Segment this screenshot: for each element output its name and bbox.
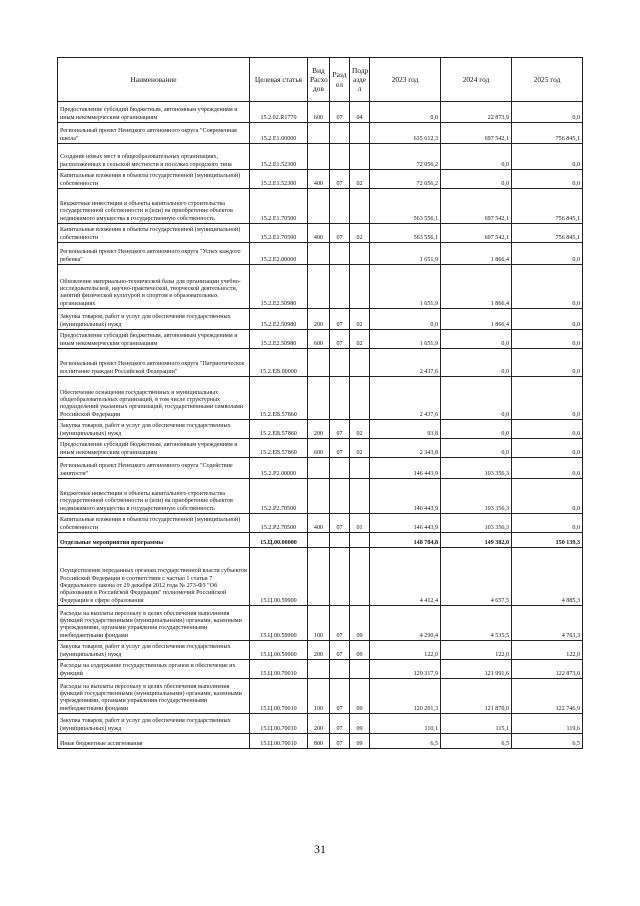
cell-podrazdel: 02 — [350, 224, 370, 243]
cell-vid: 200 — [308, 641, 330, 660]
cell-razdel: 07 — [330, 734, 350, 749]
cell-y2023: 1 651,9 — [370, 330, 441, 349]
cell-vid: 600 — [308, 439, 330, 458]
header-code: Целевая статья — [250, 58, 308, 102]
table-row — [58, 377, 583, 420]
table-row — [58, 349, 583, 377]
cell-razdel — [330, 458, 350, 479]
cell-y2024: 22 873,9 — [441, 102, 512, 123]
budget-table — [57, 57, 583, 749]
cell-y2024: 103 356,3 — [441, 514, 512, 533]
cell-name: Иные бюджетные ассигнования — [58, 734, 250, 749]
cell-code: 15.2.E2.50980 — [250, 309, 308, 330]
cell-vid: 400 — [308, 514, 330, 533]
cell-y2024: 149 382,0 — [441, 533, 512, 548]
cell-name: Капитальные вложения в объекты государственной (муниципальной) собственности — [58, 224, 250, 243]
cell-podrazdel — [350, 349, 370, 377]
table-row — [58, 330, 583, 349]
cell-podrazdel: 02 — [350, 330, 370, 349]
cell-code: 15.2.EB.57860 — [250, 439, 308, 458]
cell-y2025: 0,0 — [512, 439, 583, 458]
table-row — [58, 243, 583, 265]
cell-y2024: 0,0 — [441, 330, 512, 349]
cell-podrazdel: 09 — [350, 641, 370, 660]
cell-podrazdel — [350, 660, 370, 679]
page-number: 31 — [314, 842, 326, 856]
cell-vid: 600 — [308, 330, 330, 349]
cell-razdel: 07 — [330, 679, 350, 714]
cell-y2025: 0,0 — [512, 349, 583, 377]
cell-podrazdel: 09 — [350, 606, 370, 641]
cell-code: 15.Ц.00.59900 — [250, 548, 308, 606]
cell-name: Региональный проект Ненецкого автономного округа "Патриотическое воспитание граждан Российской Федерации" — [58, 349, 250, 377]
cell-y2024: 121 991,6 — [441, 660, 512, 679]
cell-razdel: 07 — [330, 420, 350, 439]
cell-vid — [308, 660, 330, 679]
table-row — [58, 420, 583, 439]
cell-y2023: 146 443,9 — [370, 514, 441, 533]
cell-vid: 600 — [308, 102, 330, 123]
cell-y2023: 93,8 — [370, 420, 441, 439]
cell-vid — [308, 189, 330, 224]
cell-vid: 100 — [308, 679, 330, 714]
header-2023: 2023 год — [370, 58, 441, 102]
cell-y2024: 1 866,4 — [441, 309, 512, 330]
cell-name: Региональный проект Ненецкого автономного округа "Успех каждого ребенка" — [58, 243, 250, 265]
cell-podrazdel — [350, 533, 370, 548]
cell-code: 15.Ц.00.70010 — [250, 660, 308, 679]
cell-y2025: 0,0 — [512, 265, 583, 309]
cell-y2023: 2 437,6 — [370, 349, 441, 377]
cell-y2025: 150 139,3 — [512, 533, 583, 548]
cell-razdel: 07 — [330, 330, 350, 349]
cell-y2024: 103 356,3 — [441, 479, 512, 514]
table-row — [58, 548, 583, 606]
cell-code: 15.Ц.00.70010 — [250, 714, 308, 734]
cell-name: Бюджетные инвестиции в объекты капитального строительства государственной собственности и (или) на приобретение объектов недвижимого имущества в государственную собственность — [58, 189, 250, 224]
cell-y2024: 6,5 — [441, 734, 512, 749]
cell-y2023: 72 056,2 — [370, 144, 441, 170]
table-row — [58, 170, 583, 189]
cell-y2025: 0,0 — [512, 144, 583, 170]
table-row — [58, 123, 583, 144]
header-razdel: Разд ел — [330, 58, 350, 102]
cell-y2024: 1 866,4 — [441, 243, 512, 265]
cell-vid: 200 — [308, 309, 330, 330]
table-row — [58, 189, 583, 224]
cell-name: Отдельные мероприятия программы — [58, 533, 250, 548]
cell-razdel — [330, 548, 350, 606]
cell-razdel: 07 — [330, 514, 350, 533]
cell-vid: 400 — [308, 170, 330, 189]
header-name: Наименование — [58, 58, 250, 102]
cell-y2025: 0,0 — [512, 309, 583, 330]
cell-y2023: 72 056,2 — [370, 170, 441, 189]
cell-podrazdel: 02 — [350, 439, 370, 458]
cell-y2023: 2 343,8 — [370, 439, 441, 458]
cell-code: 15.2.EB.57860 — [250, 420, 308, 439]
cell-y2023: 110,1 — [370, 714, 441, 734]
cell-vid — [308, 458, 330, 479]
table-header-row — [58, 58, 583, 102]
cell-podrazdel: 01 — [350, 514, 370, 533]
cell-code: 15.2.E2.00000 — [250, 243, 308, 265]
cell-y2024: 4 535,5 — [441, 606, 512, 641]
cell-y2023: 0,0 — [370, 309, 441, 330]
cell-razdel — [330, 123, 350, 144]
cell-vid — [308, 533, 330, 548]
cell-code: 15.2.E1.52300 — [250, 144, 308, 170]
table-row — [58, 102, 583, 123]
cell-y2023: 0,0 — [370, 102, 441, 123]
table-row — [58, 265, 583, 309]
cell-vid: 800 — [308, 734, 330, 749]
cell-razdel: 07 — [330, 309, 350, 330]
cell-name: Расходы на выплаты персоналу в целях обеспечения выполнения функций государственными (муниципальными) органами, казенными учреждениями, органами управления государственными внебюджетными фондами — [58, 679, 250, 714]
cell-vid — [308, 548, 330, 606]
cell-name: Закупка товаров, работ и услуг для обеспечения государственных (муниципальных) нужд — [58, 714, 250, 734]
cell-y2023: 635 612,3 — [370, 123, 441, 144]
cell-y2025: 756 845,1 — [512, 189, 583, 224]
table-row — [58, 734, 583, 749]
cell-podrazdel: 09 — [350, 679, 370, 714]
cell-y2024: 0,0 — [441, 170, 512, 189]
cell-y2023: 4 412,4 — [370, 548, 441, 606]
cell-y2024: 0,0 — [441, 349, 512, 377]
cell-y2023: 2 437,6 — [370, 377, 441, 420]
cell-code: 15.2.E1.52300 — [250, 170, 308, 189]
cell-vid — [308, 265, 330, 309]
cell-y2025: 122 873,0 — [512, 660, 583, 679]
cell-name: Предоставление субсидий бюджетным, автономным учреждениям и иным некоммерческим организациям — [58, 330, 250, 349]
cell-name: Бюджетные инвестиции в объекты капитального строительства государственной собственности и (или) на приобретение объектов недвижимого имущества в государственную собственность — [58, 479, 250, 514]
cell-razdel — [330, 349, 350, 377]
cell-razdel — [330, 189, 350, 224]
cell-name: Капитальные вложения в объекты государственной (муниципальной) собственности — [58, 514, 250, 533]
cell-name: Региональный проект Ненецкого автономного округа "Содействие занятости" — [58, 458, 250, 479]
table-row — [58, 514, 583, 533]
cell-vid — [308, 377, 330, 420]
cell-name: Обеспечение оснащения государственных и муниципальных общеобразовательных организаций, в том числе структурных подразделений указанных организаций, государственными символами Российской Федерации — [58, 377, 250, 420]
cell-code: 15.2.EB.00000 — [250, 349, 308, 377]
cell-code: 15.Ц.00.70010 — [250, 679, 308, 714]
cell-name: Обновление материально-технической базы для организации учебно-исследовательской, научно-практической, творческой деятельности, занятий физической культурой и спортом в образовательных организациях — [58, 265, 250, 309]
cell-podrazdel: 02 — [350, 170, 370, 189]
cell-podrazdel — [350, 479, 370, 514]
cell-podrazdel: 02 — [350, 309, 370, 330]
cell-y2024: 0,0 — [441, 439, 512, 458]
cell-code: 15.Ц.00.59900 — [250, 606, 308, 641]
cell-razdel: 07 — [330, 606, 350, 641]
cell-razdel — [330, 243, 350, 265]
cell-y2025: 0,0 — [512, 102, 583, 123]
cell-razdel — [330, 660, 350, 679]
cell-y2024: 697 542,1 — [441, 189, 512, 224]
cell-y2025: 0,0 — [512, 330, 583, 349]
cell-razdel: 07 — [330, 641, 350, 660]
cell-y2023: 146 443,9 — [370, 458, 441, 479]
table-row — [58, 458, 583, 479]
cell-name: Закупка товаров, работ и услуг для обеспечения государственных (муниципальных) нужд — [58, 641, 250, 660]
cell-y2025: 122 746,9 — [512, 679, 583, 714]
cell-y2023: 120 317,9 — [370, 660, 441, 679]
cell-podrazdel: 04 — [350, 102, 370, 123]
cell-code: 15.2.E2.50980 — [250, 330, 308, 349]
cell-y2025: 0,0 — [512, 377, 583, 420]
cell-y2024: 0,0 — [441, 377, 512, 420]
cell-code: 15.Ц.00.70010 — [250, 734, 308, 749]
cell-razdel: 07 — [330, 102, 350, 123]
table-row — [58, 479, 583, 514]
cell-podrazdel — [350, 265, 370, 309]
cell-podrazdel — [350, 189, 370, 224]
header-2025: 2025 год — [512, 58, 583, 102]
table-body — [58, 102, 583, 749]
cell-razdel: 07 — [330, 224, 350, 243]
table-row — [58, 660, 583, 679]
cell-y2025: 756 845,1 — [512, 123, 583, 144]
cell-code: 15.2.EB.57860 — [250, 377, 308, 420]
cell-name: Создание новых мест в общеобразовательных организациях, расположенных в сельской местности и поселках городского типа — [58, 144, 250, 170]
cell-name: Закупка товаров, работ и услуг для обеспечения государственных (муниципальных) нужд — [58, 420, 250, 439]
cell-code: 15.2.E1.70500 — [250, 189, 308, 224]
cell-vid — [308, 144, 330, 170]
cell-podrazdel: 09 — [350, 714, 370, 734]
table-row — [58, 224, 583, 243]
cell-razdel — [330, 479, 350, 514]
cell-name: Предоставление субсидий бюджетным, автономным учреждениям и иным некоммерческим организациям — [58, 439, 250, 458]
table-row — [58, 679, 583, 714]
cell-y2023: 4 290,4 — [370, 606, 441, 641]
cell-y2025: 122,0 — [512, 641, 583, 660]
cell-y2025: 0,0 — [512, 243, 583, 265]
cell-y2025: 0,0 — [512, 479, 583, 514]
cell-razdel — [330, 377, 350, 420]
cell-y2025: 6,5 — [512, 734, 583, 749]
cell-podrazdel — [350, 123, 370, 144]
cell-name: Расходы на выплаты персоналу в целях обеспечения выполнения функций государственными (муниципальными) органами, казенными учреждениями, органами управления государственными внебюджетными фондами — [58, 606, 250, 641]
cell-y2024: 0,0 — [441, 144, 512, 170]
cell-code: 15.Ц.00.59900 — [250, 641, 308, 660]
cell-razdel: 07 — [330, 439, 350, 458]
cell-y2023: 120 201,3 — [370, 679, 441, 714]
cell-code: 15.Ц.00.00000 — [250, 533, 308, 548]
cell-y2025: 4 885,3 — [512, 548, 583, 606]
cell-podrazdel — [350, 377, 370, 420]
cell-vid: 200 — [308, 420, 330, 439]
header-vid: Вид Расхо дов — [308, 58, 330, 102]
cell-y2023: 563 556,1 — [370, 189, 441, 224]
cell-code: 15.2.E1.00000 — [250, 123, 308, 144]
cell-razdel: 07 — [330, 170, 350, 189]
cell-y2024: 115,1 — [441, 714, 512, 734]
cell-razdel — [330, 533, 350, 548]
cell-code: 15.2.02.R1770 — [250, 102, 308, 123]
cell-vid — [308, 123, 330, 144]
cell-y2024: 0,0 — [441, 420, 512, 439]
cell-y2024: 1 866,4 — [441, 265, 512, 309]
cell-razdel: 07 — [330, 714, 350, 734]
cell-code: 15.2.P2.70500 — [250, 514, 308, 533]
table-row — [58, 641, 583, 660]
table-row — [58, 309, 583, 330]
cell-podrazdel — [350, 458, 370, 479]
cell-y2024: 122,0 — [441, 641, 512, 660]
cell-podrazdel: 02 — [350, 420, 370, 439]
cell-y2024: 697 542,1 — [441, 224, 512, 243]
cell-podrazdel — [350, 144, 370, 170]
table-row — [58, 144, 583, 170]
cell-y2023: 122,0 — [370, 641, 441, 660]
cell-code: 15.2.P2.00000 — [250, 458, 308, 479]
cell-y2025: 0,0 — [512, 420, 583, 439]
cell-podrazdel — [350, 243, 370, 265]
cell-y2025: 0,0 — [512, 170, 583, 189]
cell-vid — [308, 479, 330, 514]
cell-y2025: 0,0 — [512, 514, 583, 533]
cell-y2025: 756 845,1 — [512, 224, 583, 243]
cell-name: Осуществление переданных органам государственной власти субъектов Российской Федерации в соответствии с частью 1 статьи 7 Федерального закона от 29 декабря 2012 года № 273-ФЗ "Об образовании в Российской Федерации" полномочий Российской Федерации в сфере образования — [58, 548, 250, 606]
cell-name: Предоставление субсидий бюджетным, автономным учреждениям и иным некоммерческим организациям — [58, 102, 250, 123]
cell-y2024: 697 542,1 — [441, 123, 512, 144]
table-row — [58, 714, 583, 734]
table-row — [58, 439, 583, 458]
cell-podrazdel: 09 — [350, 734, 370, 749]
cell-y2024: 4 657,5 — [441, 548, 512, 606]
cell-name: Расходы на содержание государственных органов и обеспечение их функций — [58, 660, 250, 679]
cell-vid — [308, 349, 330, 377]
cell-vid — [308, 243, 330, 265]
cell-name: Закупка товаров, работ и услуг для обеспечения государственных (муниципальных) нужд — [58, 309, 250, 330]
cell-y2024: 103 356,3 — [441, 458, 512, 479]
cell-name: Региональный проект Ненецкого автономного округа "Современная школа" — [58, 123, 250, 144]
cell-code: 15.2.P2.70500 — [250, 479, 308, 514]
table-row — [58, 533, 583, 548]
cell-y2025: 0,0 — [512, 458, 583, 479]
cell-y2023: 6,5 — [370, 734, 441, 749]
cell-razdel — [330, 144, 350, 170]
cell-y2023: 563 556,1 — [370, 224, 441, 243]
cell-y2023: 1 651,9 — [370, 265, 441, 309]
cell-code: 15.2.E1.70500 — [250, 224, 308, 243]
cell-y2023: 1 651,9 — [370, 243, 441, 265]
cell-y2023: 148 784,8 — [370, 533, 441, 548]
cell-vid: 100 — [308, 606, 330, 641]
cell-y2025: 119,6 — [512, 714, 583, 734]
cell-y2023: 146 443,9 — [370, 479, 441, 514]
cell-vid: 200 — [308, 714, 330, 734]
table-row — [58, 606, 583, 641]
cell-razdel — [330, 265, 350, 309]
cell-podrazdel — [350, 548, 370, 606]
header-podrazdel: Подр азде л — [350, 58, 370, 102]
header-2024: 2024 год — [441, 58, 512, 102]
cell-y2024: 121 870,0 — [441, 679, 512, 714]
cell-vid: 400 — [308, 224, 330, 243]
cell-y2025: 4 763,3 — [512, 606, 583, 641]
cell-code: 15.2.E2.50980 — [250, 265, 308, 309]
cell-name: Капитальные вложения в объекты государственной (муниципальной) собственности — [58, 170, 250, 189]
